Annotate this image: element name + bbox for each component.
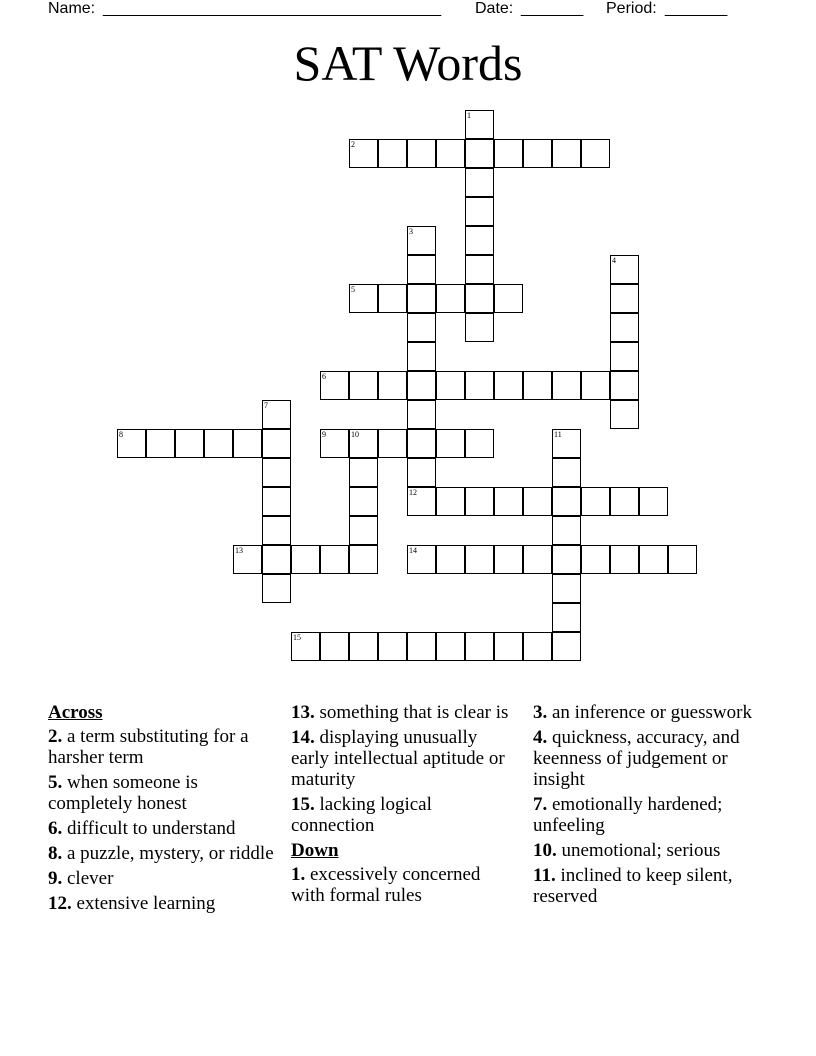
crossword-cell[interactable] bbox=[378, 139, 407, 168]
crossword-cell[interactable] bbox=[581, 371, 610, 400]
crossword-cell[interactable] bbox=[494, 487, 523, 516]
crossword-cell[interactable] bbox=[494, 545, 523, 574]
across-clue: 2. a term substituting for a harsher term bbox=[48, 726, 249, 768]
clue-number: 8 bbox=[119, 430, 123, 439]
crossword-cell[interactable] bbox=[465, 429, 494, 458]
crossword-cell[interactable] bbox=[407, 313, 436, 342]
clue-number: 3 bbox=[409, 227, 413, 236]
clue-column-3 bbox=[533, 702, 773, 911]
page-title: SAT Words bbox=[293, 35, 523, 91]
crossword-cell[interactable] bbox=[436, 371, 465, 400]
clue-number: 2 bbox=[351, 140, 355, 149]
clue-number: 1 bbox=[467, 111, 471, 120]
crossword-cell[interactable] bbox=[407, 429, 436, 458]
crossword-cell[interactable] bbox=[349, 139, 378, 168]
date-label: Date: bbox=[475, 0, 514, 17]
crossword-cell[interactable] bbox=[407, 458, 436, 487]
across-clue: 5. when someone is completely honest bbox=[48, 772, 198, 814]
crossword-cell[interactable] bbox=[610, 313, 639, 342]
crossword-cell[interactable] bbox=[349, 487, 378, 516]
crossword-cell[interactable] bbox=[552, 603, 581, 632]
crossword-cell[interactable] bbox=[465, 545, 494, 574]
crossword-cell[interactable] bbox=[523, 632, 552, 661]
crossword-cell[interactable] bbox=[552, 371, 581, 400]
clue-number: 13 bbox=[235, 546, 243, 555]
crossword-cell[interactable] bbox=[552, 545, 581, 574]
crossword-cell[interactable] bbox=[349, 429, 378, 458]
crossword-cell[interactable] bbox=[175, 429, 204, 458]
crossword-cell[interactable] bbox=[378, 429, 407, 458]
across-heading: Across bbox=[48, 702, 103, 723]
down-clue: 1. excessively concerned with formal rules bbox=[291, 864, 481, 906]
crossword-cell[interactable] bbox=[465, 487, 494, 516]
crossword-cell[interactable] bbox=[378, 632, 407, 661]
down-clue: 11. inclined to keep silent, reserved bbox=[533, 865, 733, 907]
clue-number: 4 bbox=[612, 256, 616, 265]
crossword-cell[interactable] bbox=[668, 545, 697, 574]
crossword-cell[interactable] bbox=[465, 632, 494, 661]
crossword-cell[interactable] bbox=[465, 226, 494, 255]
clue-number: 14 bbox=[409, 546, 417, 555]
clue-number: 6 bbox=[322, 372, 326, 381]
crossword-cell[interactable] bbox=[465, 255, 494, 284]
crossword-cell[interactable] bbox=[407, 226, 436, 255]
crossword-cell[interactable] bbox=[407, 487, 436, 516]
crossword-cell[interactable] bbox=[436, 139, 465, 168]
crossword-cell[interactable] bbox=[407, 371, 436, 400]
crossword-cell[interactable] bbox=[436, 429, 465, 458]
crossword-cell[interactable] bbox=[233, 545, 262, 574]
across-clue: 15. lacking logical connection bbox=[291, 794, 432, 836]
crossword-cell[interactable] bbox=[349, 516, 378, 545]
crossword-cell[interactable] bbox=[291, 545, 320, 574]
crossword-cell[interactable] bbox=[610, 371, 639, 400]
crossword-cell[interactable] bbox=[465, 139, 494, 168]
crossword-cell[interactable] bbox=[465, 197, 494, 226]
crossword-cell[interactable] bbox=[494, 139, 523, 168]
down-heading: Down bbox=[291, 840, 339, 861]
across-clue: 6. difficult to understand bbox=[48, 818, 236, 839]
crossword-cell[interactable] bbox=[610, 487, 639, 516]
crossword-cell[interactable] bbox=[465, 284, 494, 313]
crossword-cell[interactable] bbox=[465, 110, 494, 139]
crossword-cell[interactable] bbox=[407, 632, 436, 661]
crossword-cell[interactable] bbox=[407, 545, 436, 574]
crossword-cell[interactable] bbox=[552, 139, 581, 168]
period-line[interactable]: _______ bbox=[665, 0, 728, 17]
crossword-cell[interactable] bbox=[639, 545, 668, 574]
crossword-cell[interactable] bbox=[465, 168, 494, 197]
crossword-cell[interactable] bbox=[610, 342, 639, 371]
clue-number: 7 bbox=[264, 401, 268, 410]
down-clue: 4. quickness, accuracy, and keenness of judgement or insight bbox=[533, 727, 740, 790]
crossword-cell[interactable] bbox=[523, 487, 552, 516]
crossword-cell[interactable] bbox=[639, 487, 668, 516]
crossword-cell[interactable] bbox=[349, 632, 378, 661]
crossword-cell[interactable] bbox=[610, 545, 639, 574]
crossword-cell[interactable] bbox=[436, 632, 465, 661]
crossword-cell[interactable] bbox=[581, 487, 610, 516]
crossword-cell[interactable] bbox=[610, 284, 639, 313]
crossword-cell[interactable] bbox=[494, 371, 523, 400]
crossword-cell[interactable] bbox=[349, 545, 378, 574]
crossword-cell[interactable] bbox=[552, 574, 581, 603]
crossword-cell[interactable] bbox=[523, 371, 552, 400]
clue-number: 11 bbox=[554, 430, 562, 439]
crossword-cell[interactable] bbox=[349, 371, 378, 400]
crossword-cell[interactable] bbox=[262, 458, 291, 487]
crossword-cell[interactable] bbox=[262, 574, 291, 603]
crossword-cell[interactable] bbox=[552, 458, 581, 487]
crossword-cell[interactable] bbox=[262, 429, 291, 458]
crossword-cell[interactable] bbox=[523, 139, 552, 168]
down-clue: 7. emotionally hardened; unfeeling bbox=[533, 794, 723, 836]
crossword-cell[interactable] bbox=[262, 400, 291, 429]
across-clue: 9. clever bbox=[48, 868, 114, 889]
across-clue: 12. extensive learning bbox=[48, 893, 216, 914]
crossword-cell[interactable] bbox=[494, 284, 523, 313]
crossword-cell[interactable] bbox=[349, 458, 378, 487]
crossword-cell[interactable] bbox=[262, 487, 291, 516]
clue-column-1 bbox=[48, 702, 276, 918]
crossword-cell[interactable] bbox=[407, 139, 436, 168]
crossword-cell[interactable] bbox=[407, 342, 436, 371]
down-clue: 10. unemotional; serious bbox=[533, 840, 721, 861]
crossword-cell[interactable] bbox=[291, 632, 320, 661]
across-clue: 13. something that is clear is bbox=[291, 702, 509, 723]
crossword-cell[interactable] bbox=[610, 255, 639, 284]
crossword-cell[interactable] bbox=[523, 545, 552, 574]
crossword-cell[interactable] bbox=[552, 487, 581, 516]
crossword-cell[interactable] bbox=[465, 313, 494, 342]
crossword-cell[interactable] bbox=[262, 516, 291, 545]
clue-number: 10 bbox=[351, 430, 359, 439]
name-line[interactable]: ______________________________________ bbox=[103, 0, 442, 17]
date-line[interactable]: _______ bbox=[521, 0, 584, 17]
crossword-cell[interactable] bbox=[117, 429, 146, 458]
clue-number: 15 bbox=[293, 633, 301, 642]
crossword-cell[interactable] bbox=[436, 284, 465, 313]
clue-number: 12 bbox=[409, 488, 417, 497]
crossword-cell[interactable] bbox=[204, 429, 233, 458]
crossword-cell[interactable] bbox=[610, 400, 639, 429]
crossword-cell[interactable] bbox=[349, 284, 378, 313]
crossword-cell[interactable] bbox=[436, 545, 465, 574]
crossword-cell[interactable] bbox=[436, 487, 465, 516]
crossword-cell[interactable] bbox=[233, 429, 262, 458]
across-clue: 8. a puzzle, mystery, or riddle bbox=[48, 843, 274, 864]
crossword-cell[interactable] bbox=[465, 371, 494, 400]
crossword-cell[interactable] bbox=[146, 429, 175, 458]
crossword-cell[interactable] bbox=[378, 371, 407, 400]
crossword-cell[interactable] bbox=[552, 429, 581, 458]
crossword-cell[interactable] bbox=[262, 545, 291, 574]
name-label: Name: bbox=[48, 0, 96, 17]
crossword-cell[interactable] bbox=[320, 545, 349, 574]
crossword-cell[interactable] bbox=[378, 284, 407, 313]
crossword-cell[interactable] bbox=[407, 400, 436, 429]
crossword-cell[interactable] bbox=[552, 516, 581, 545]
down-clue: 3. an inference or guesswork bbox=[533, 702, 752, 723]
crossword-cell[interactable] bbox=[552, 632, 581, 661]
crossword-cell[interactable] bbox=[320, 371, 349, 400]
period-label: Period: bbox=[606, 0, 657, 17]
crossword-cell[interactable] bbox=[407, 255, 436, 284]
crossword-cell[interactable] bbox=[581, 139, 610, 168]
clue-number: 5 bbox=[351, 285, 355, 294]
clue-number: 9 bbox=[322, 430, 326, 439]
crossword-cell[interactable] bbox=[581, 545, 610, 574]
crossword-cell[interactable] bbox=[320, 429, 349, 458]
across-clue: 14. displaying unusually early intellectual aptitude or maturity bbox=[291, 727, 505, 790]
crossword-cell[interactable] bbox=[407, 284, 436, 313]
crossword-cell[interactable] bbox=[320, 632, 349, 661]
clue-column-2 bbox=[291, 702, 517, 910]
crossword-cell[interactable] bbox=[494, 632, 523, 661]
